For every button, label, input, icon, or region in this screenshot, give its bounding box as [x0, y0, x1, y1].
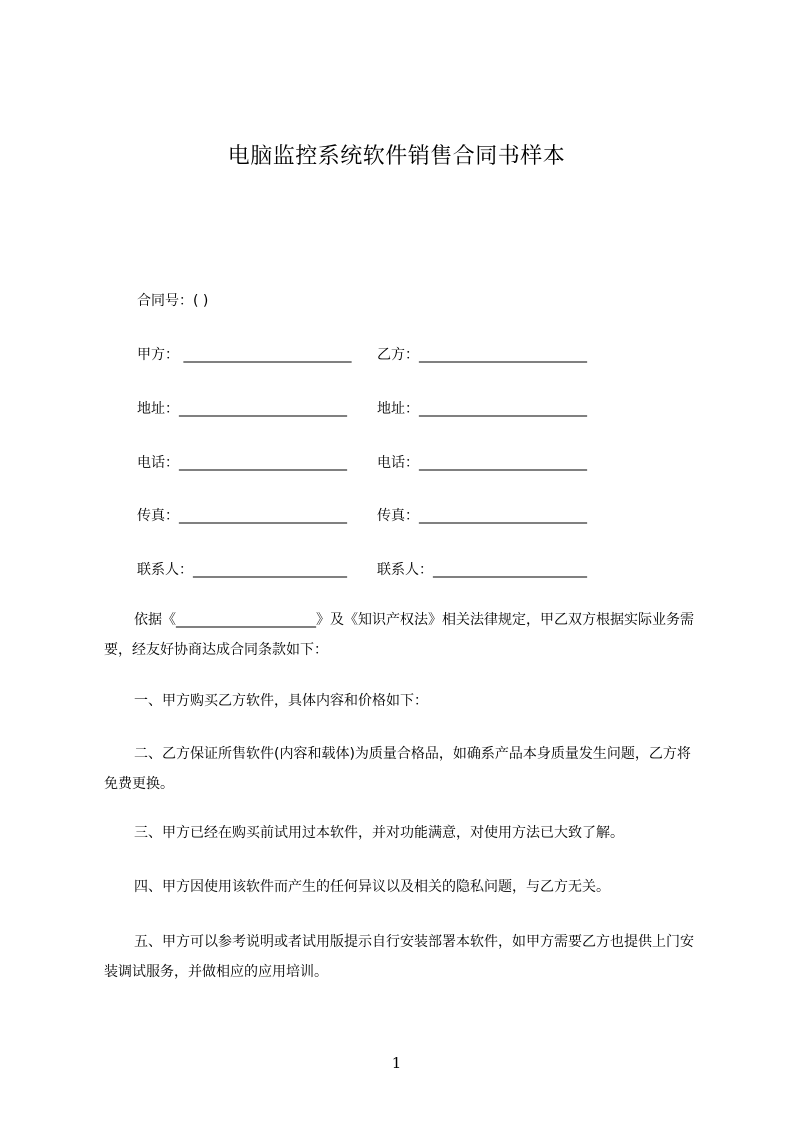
document-title: 电脑监控系统软件销售合同书样本 — [227, 144, 566, 169]
party-b-address: 地址：________________________ — [377, 401, 587, 417]
party-a-phone: 电话：________________________ — [137, 455, 347, 471]
party-a-fax: 传真：________________________ — [137, 508, 347, 524]
clause-4: 四、甲方因使用该软件而产生的任何异议以及相关的隐私问题，与乙方无关。 — [134, 879, 610, 895]
page-number: 1 — [391, 1054, 402, 1072]
clause-2: 二、乙方保证所售软件(内容和载体)为质量合格品，如确系产品本身质量发生问题，乙方将免费更换。 — [104, 746, 691, 792]
contract-number: 合同号：( ) — [137, 293, 209, 309]
party-b-contact: 联系人：______________________ — [377, 562, 587, 578]
intro-paragraph: 依据《____________________》及《知识产权法》相关法律规定，甲乙双方根据实际业务需要，经友好协商达成合同条款如下： — [104, 612, 694, 658]
clause-1: 一、甲方购买乙方软件，具体内容和价格如下： — [134, 693, 428, 709]
party-b-name: 乙方：________________________ — [377, 347, 587, 363]
party-b-fax: 传真：________________________ — [377, 508, 587, 524]
party-b-phone: 电话：________________________ — [377, 455, 587, 471]
clause-3: 三、甲方已经在购买前试用过本软件，并对功能满意，对使用方法已大致了解。 — [134, 825, 624, 841]
clause-5: 五、甲方可以参考说明或者试用版提示自行安装部署本软件，如甲方需要乙方也提供上门安装调试服务，并做相应的应用培训。 — [104, 934, 694, 980]
party-a-address: 地址：________________________ — [137, 401, 347, 417]
party-a-name: 甲方： ________________________ — [137, 347, 352, 363]
party-a-contact: 联系人：______________________ — [137, 562, 347, 578]
